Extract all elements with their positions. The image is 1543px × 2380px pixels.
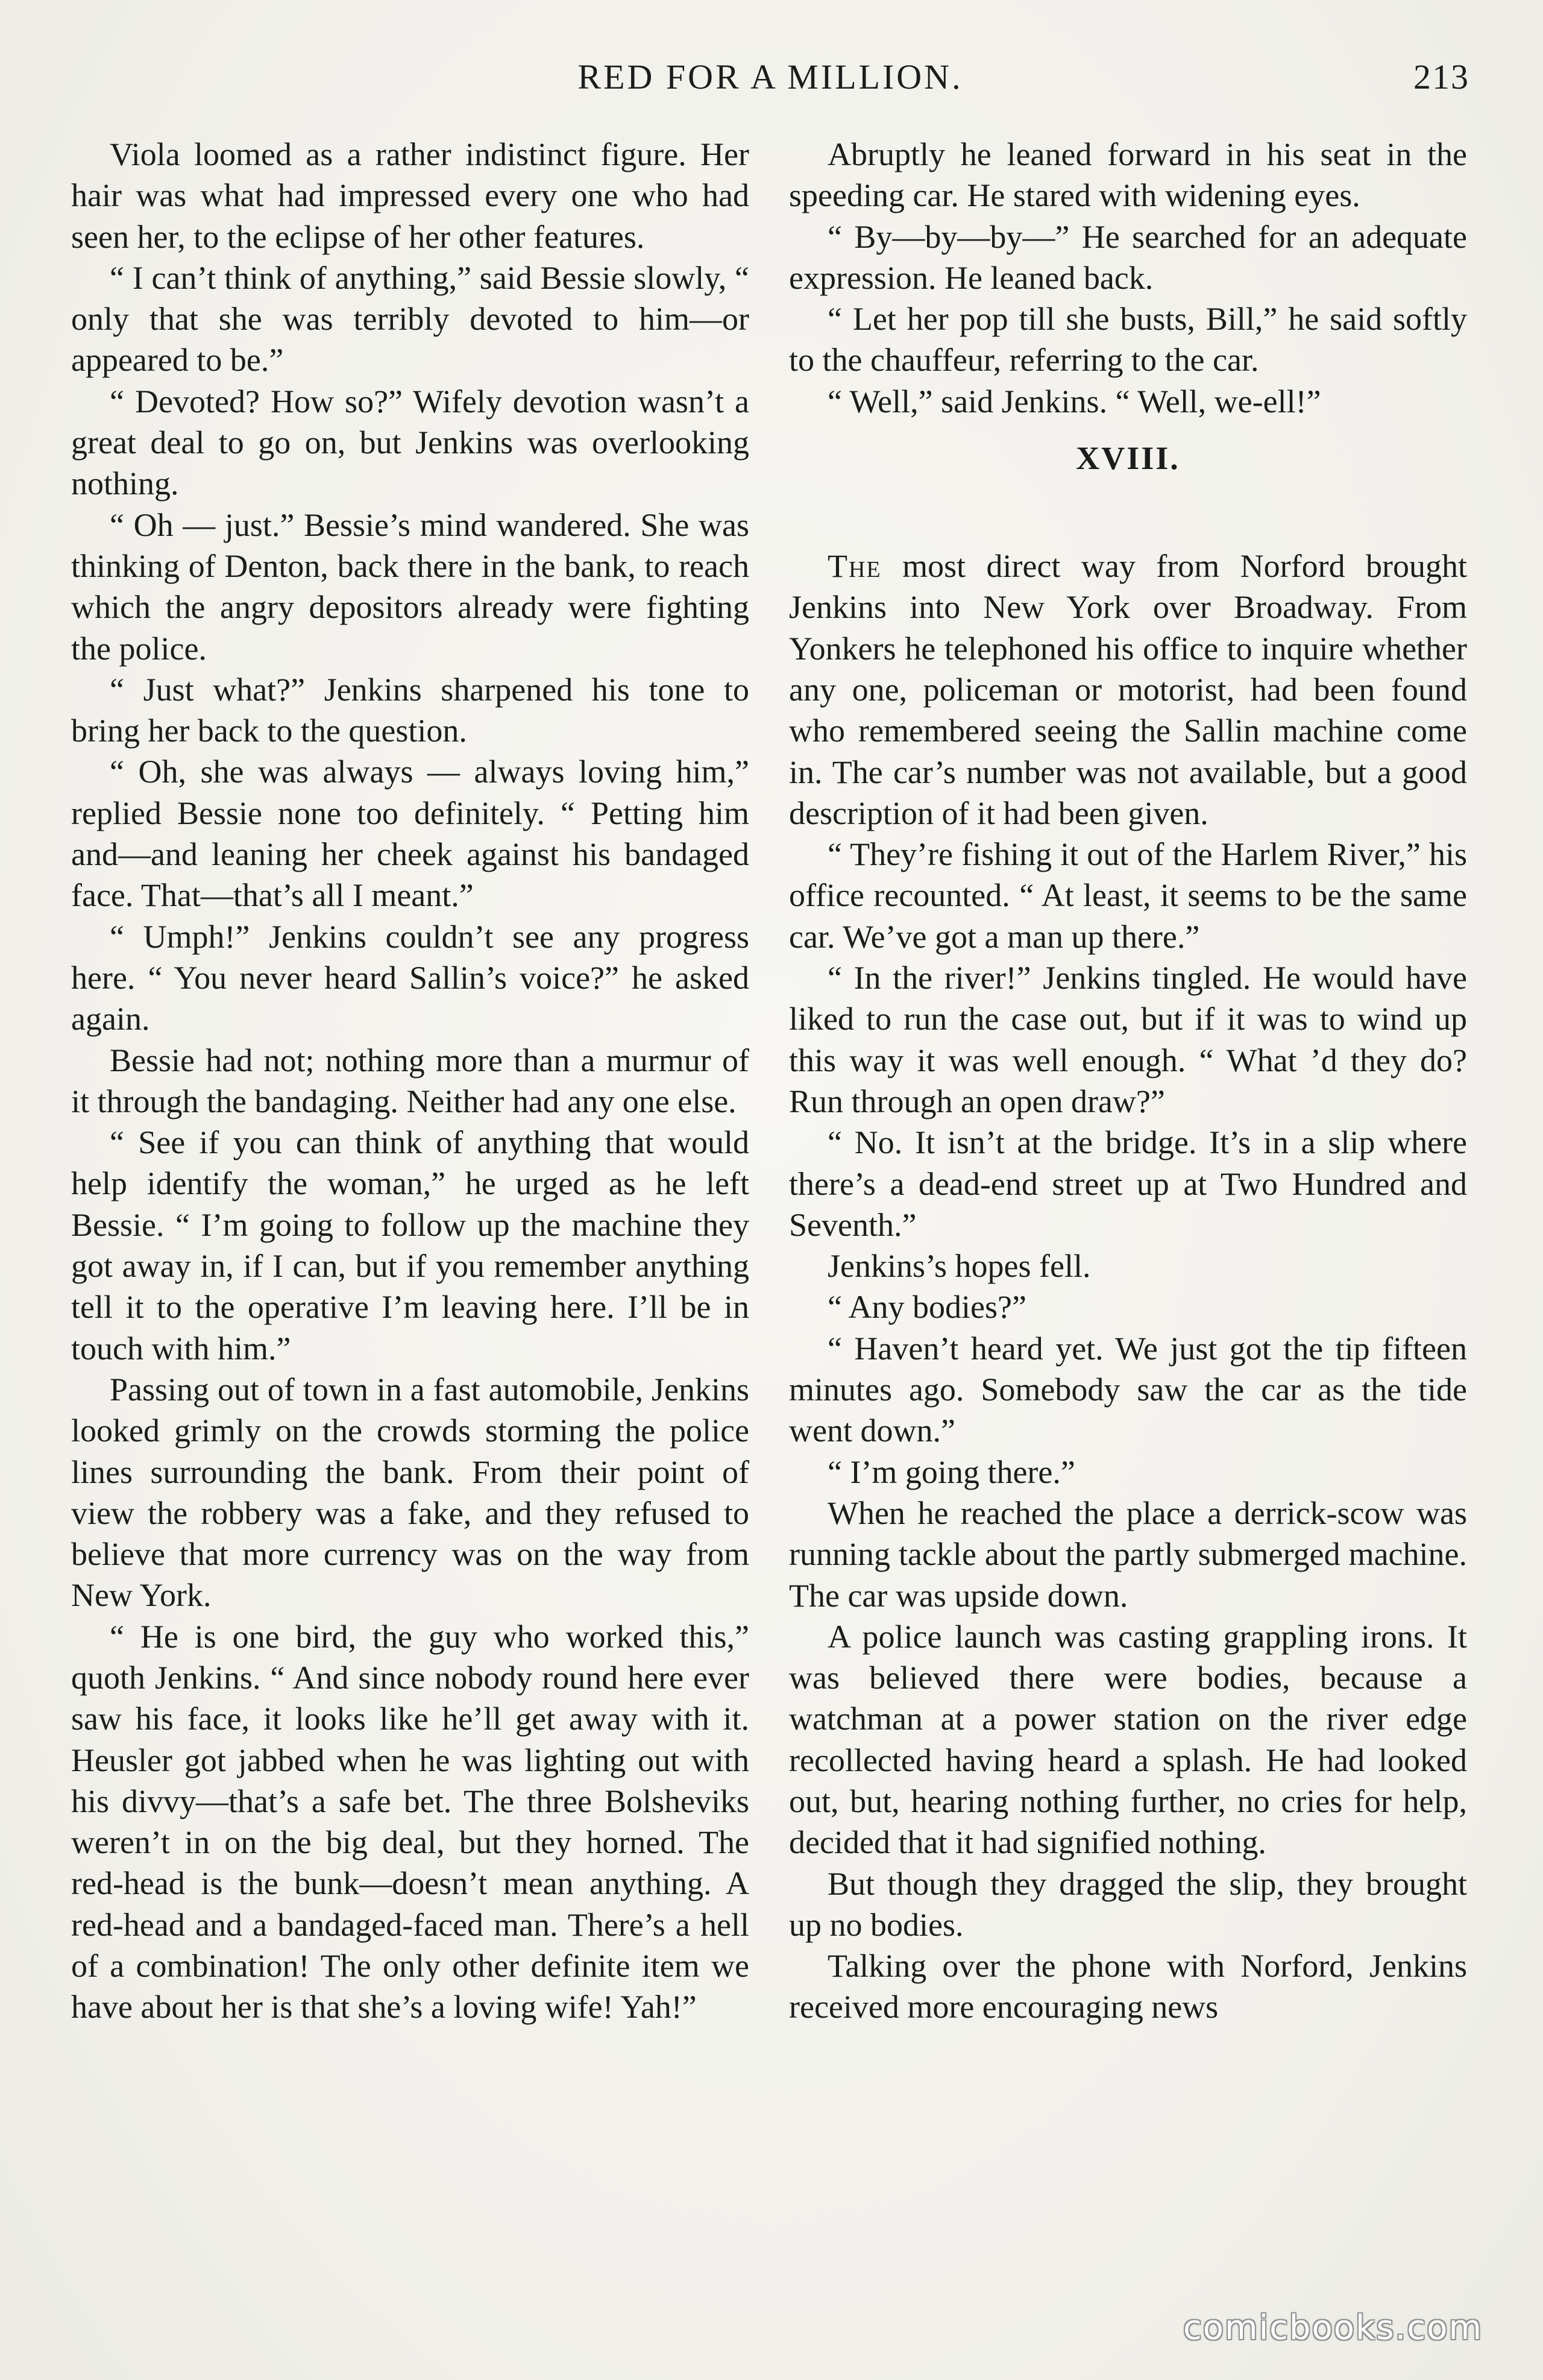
left-column [71, 134, 749, 2028]
running-title: RED FOR A MILLION. [577, 57, 963, 96]
paragraph: “ Haven’t heard yet. We just got the tip fifteen minutes ago. Somebody saw the car as the tide went down.” [789, 1330, 1467, 1449]
paragraph: “ In the river!” Jenkins tingled. He would have liked to run the case out, but if it was to wind up this way it was well enough. “ What ’d they do? Run through an open draw?” [789, 960, 1467, 1119]
paragraph: “ Any bodies?” [828, 1289, 1026, 1326]
paragraph: Passing out of town in a fast automobile, Jenkins looked grimly on the crowds storming the police lines surrounding the bank. From their point of view the robbery was a fake, and they refused to believe that more currency was on the way from New York. [71, 1371, 749, 1614]
paragraph: “ Well,” said Jenkins. “ Well, we-ell!” [828, 383, 1321, 420]
paragraph: Abruptly he leaned forward in his seat in the speeding car. He stared with widening eyes. [789, 136, 1467, 214]
paragraph: “ Oh — just.” Bessie’s mind wandered. She was thinking of Denton, back there in the bank, to reach which the angry depositors already were fighting the police. [71, 506, 749, 667]
paragraph: “ By—by—by—” He searched for an adequate expression. He leaned back. [789, 218, 1467, 296]
paragraph: “ Just what?” Jenkins sharpened his tone to bring her back to the question. [71, 671, 749, 749]
right-column [789, 134, 1467, 2028]
paragraph: But though they dragged the slip, they brought up no bodies. [789, 1865, 1467, 1943]
paragraph: “ Devoted? How so?” Wifely devotion wasn’t a great deal to go on, but Jenkins was overlooking nothing. [71, 383, 749, 502]
page-number: 213 [1413, 57, 1469, 96]
paragraph: “ Umph!” Jenkins couldn’t see any progress here. “ You never heard Sallin’s voice?” he asked again. [71, 918, 749, 1037]
paragraph: “ Let her pop till she busts, Bill,” he said softly to the chauffeur, referring to the car. [789, 301, 1467, 379]
site-watermark: comicbooks.com [1183, 2308, 1483, 2347]
paragraph: “ See if you can think of anything that would help identify the woman,” he urged as he left Bessie. “ I’m going to follow up the machine they got away in, if I can, but if you remember anything tell it to the operative I’m leaving here. I’ll be in touch with him.” [71, 1124, 749, 1367]
paragraph: “ I’m going there.” [828, 1453, 1075, 1490]
chapter-opening-paragraph [789, 546, 1467, 834]
chapter-opening-text: most direct way from Norford brought Jenkins into New York over Broadway. From Yonkers he telephoned his office to inquire whether any one, policeman or motorist, had been found who remembered seeing the Sallin machine come in. The car’s number was not available, but a good description of it had been given. [789, 548, 1467, 831]
chapter-lead-word: The [828, 548, 882, 585]
paragraph: When he reached the place a derrick-scow was running tackle about the partly submerged machine. The car was upside down. [789, 1494, 1467, 1614]
paragraph: Talking over the phone with Norford, Jenkins received more encouraging news [789, 1948, 1467, 2026]
paragraph: “ He is one bird, the guy who worked this,” quoth Jenkins. “ And since nobody round here ever saw his face, it looks like he’ll get away with it. Heusler got jabbed when he was lighting out with his divvy—that’s a safe bet. The three Bolsheviks weren’t in on the big deal, but they horned. The red-head is the bunk—doesn’t mean anything. A red-head and a bandaged-faced man. There’s a hell of a combination! The only other definite item we have about her is that she’s a loving wife! Yah!” [71, 1618, 749, 2026]
running-head [71, 53, 1469, 101]
paragraph: Jenkins’s hopes fell. [828, 1248, 1091, 1285]
paragraph: A police launch was casting grappling irons. It was believed there were bodies, because a watchman at a power station on the river edge recollected having heard a splash. He had looked out, but, hearing nothing further, no cries for help, decided that it had signified nothing. [789, 1618, 1467, 1861]
paragraph: Bessie had not; nothing more than a murmur of it through the bandaging. Neither had any one else. [71, 1042, 749, 1119]
paragraph: “ No. It isn’t at the bridge. It’s in a slip where there’s a dead-end street up at Two Hundred and Seventh.” [789, 1124, 1467, 1243]
paragraph: Viola loomed as a rather indistinct figure. Her hair was what had impressed every one who had seen her, to the eclipse of her other features. [71, 136, 749, 255]
paragraph: “ Oh, she was always — always loving him,” replied Bessie none too definitely. “ Petting him and—and leaning her cheek against his bandaged face. That—that’s all I meant.” [71, 754, 749, 914]
paragraph: “ They’re fishing it out of the Harlem River,” his office recounted. “ At least, it seems to be the same car. We’ve got a man up there.” [789, 836, 1467, 955]
chapter-heading: XVIII. [1076, 440, 1180, 477]
paragraph: “ I can’t think of anything,” said Bessie slowly, “ only that she was terribly devoted to him—or appeared to be.” [71, 259, 749, 379]
